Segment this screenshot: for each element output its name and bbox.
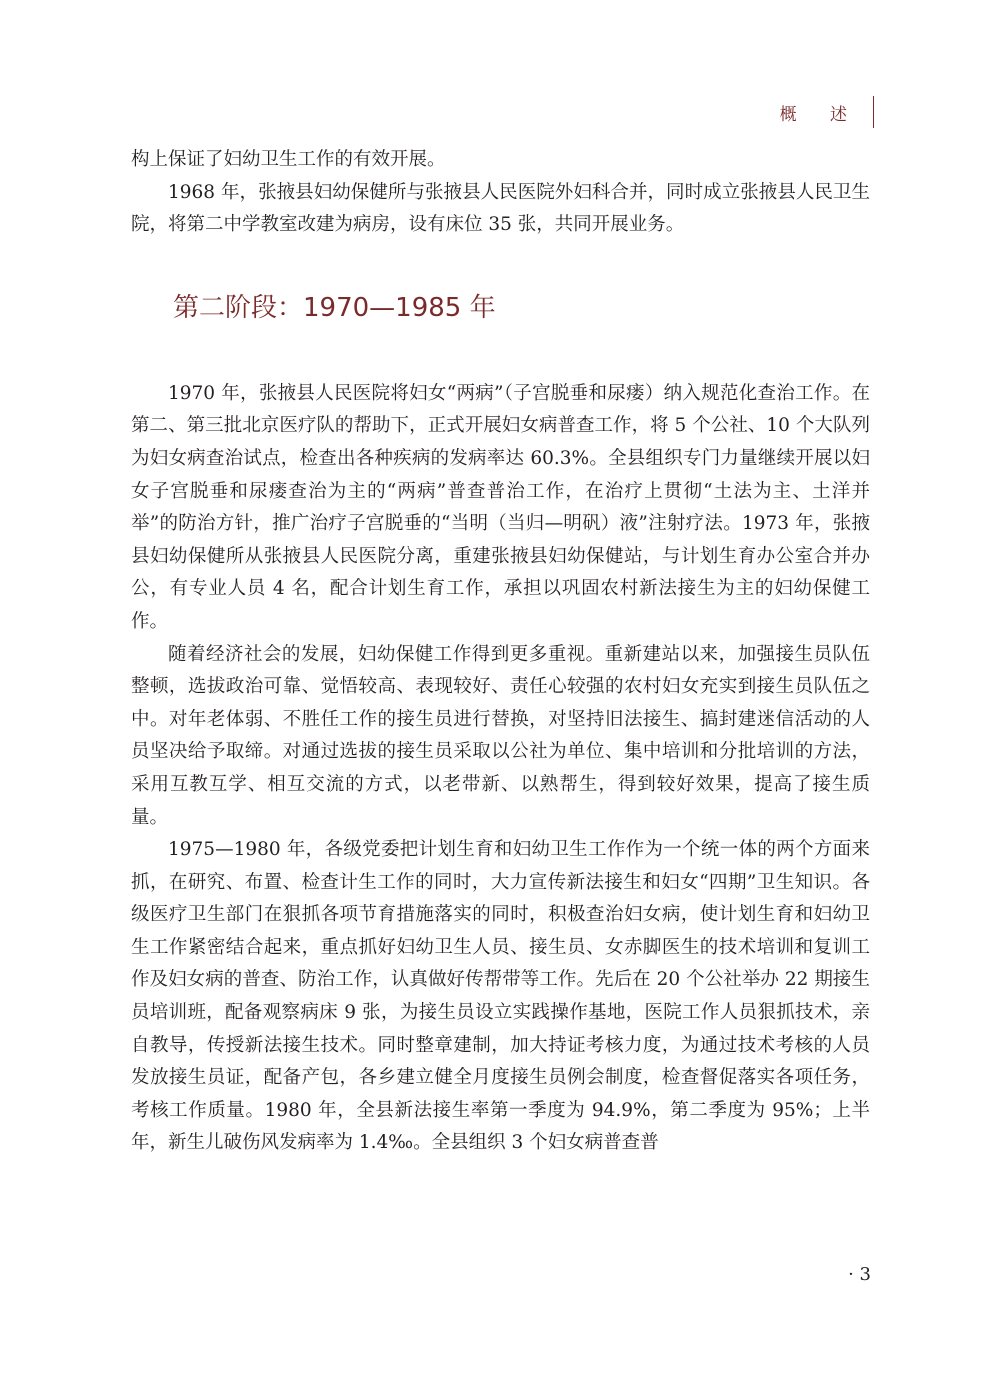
paragraph-1968: 1968 年，张掖县妇幼保健所与张掖县人民医院外妇科合并，同时成立张掖县人民卫生院，将第二中学教室改建为病房，设有床位 35 张，共同开展业务。 [131,181,870,236]
section-heading: 第二阶段：1970—1985 年 [173,292,496,323]
paragraph-development: 随着经济社会的发展，妇幼保健工作得到更多重视。重新建站以来，加强接生员队伍整顿，选拔政治可靠、觉悟较高、表现较好、责任心较强的农村妇女充实到接生员队伍之中。对年老体弱、不胜任工作的接生员进行替换，对坚持旧法接生、搞封建迷信活动的人员坚决给予取缔。对通过选拔的接生员采取以公社为单位、集中培训和分批培训的方法，采用互教互学、相互交流的方式，以老带新、以熟帮生，得到较好效果，提高了接生质量。 [131,643,870,828]
running-header: 概 述 [779,105,861,125]
paragraph-continued: 构上保证了妇幼卫生工作的有效开展。 [131,149,446,170]
header-divider [873,96,874,128]
page-body [131,144,870,1160]
page-number: · 3 [848,1264,871,1285]
paragraph-1975-1980: 1975—1980 年，各级党委把计划生育和妇幼卫生工作作为一个统一体的两个方面来抓，在研究、布置、检查计生工作的同时，大力宣传新法接生和妇女“四期”卫生知识。各级医疗卫生部门在狠抓各项节育措施落实的同时，积极查治妇女病，使计划生育和妇幼卫生工作紧密结合起来，重点抓好妇幼卫生人员、接生员、女赤脚医生的技术培训和复训工作及妇女病的普查、防治工作，认真做好传帮带等工作。先后在 20 个公社举办 22 期接生员培训班，配备观察病床 9 张，为接生员设立实践操作基地，医院工作人员狠抓技术，亲自教导，传授新法接生技术。同时整章建制，加大持证考核力度，为通过技术考核的人员发放接生员证，配备产包，各乡建立健全月度接生员例会制度，检查督促落实各项任务，考核工作质量。1980 年，全县新法接生率第一季度为 94.9%，第二季度为 95%；上半年，新生儿破伤风发病率为 1.4‰。全县组织 3 个妇女病普查普 [131,839,870,1154]
paragraph-1970: 1970 年，张掖县人民医院将妇女“两病”（子宫脱垂和尿瘘）纳入规范化查治工作。在第二、第三批北京医疗队的帮助下，正式开展妇女病普查工作，将 5 个公社、10 个大队列为妇女病查治试点，检查出各种疾病的发病率达 60.3%。全县组织专门力量继续开展以妇女子宫脱垂和尿瘘查治为主的“两病”普查普治工作，在治疗上贯彻“土法为主、土洋并举”的防治方针，推广治疗子宫脱垂的“当明（当归—明矾）液”注射疗法。1973 年，张掖县妇幼保健所从张掖县人民医院分离，重建张掖县妇幼保健站，与计划生育办公室合并办公，有专业人员 4 名，配合计划生育工作，承担以巩固农村新法接生为主的妇幼保健工作。 [131,382,870,632]
